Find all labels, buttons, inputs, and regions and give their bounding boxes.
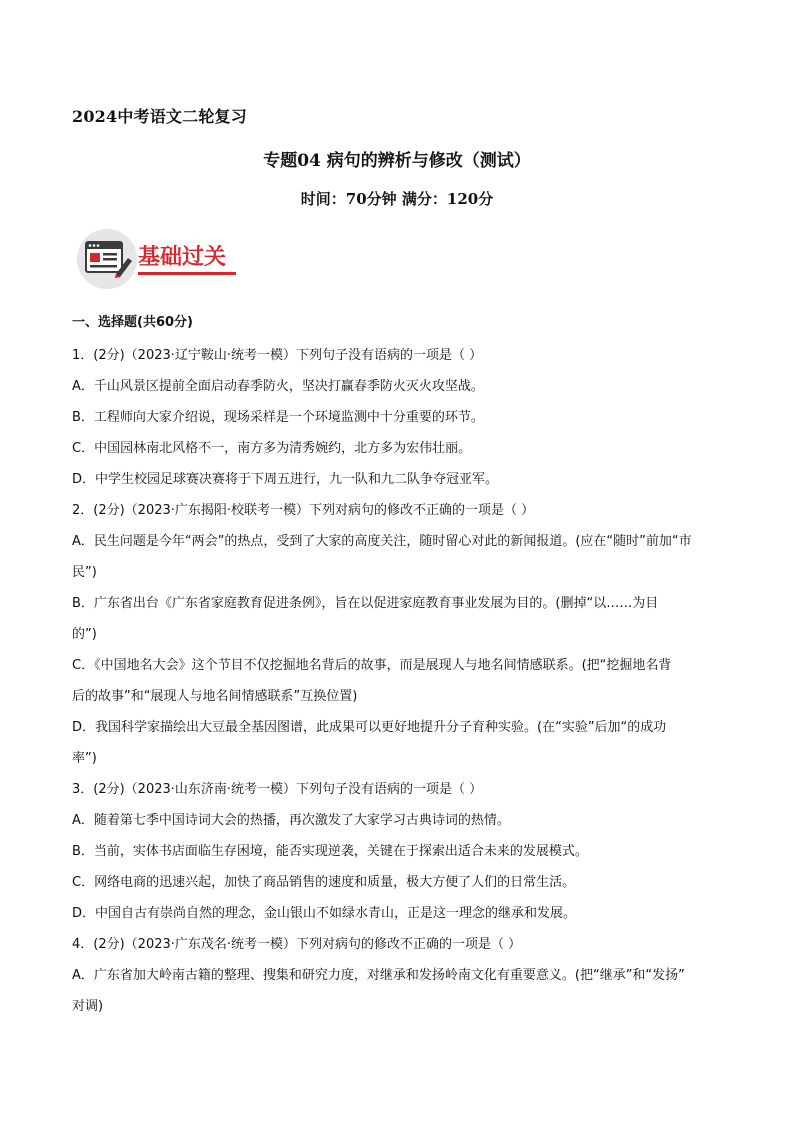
option-line: C．网络电商的迅速兴起，加快了商品销售的速度和质量，极大方便了人们的日常生活。 — [72, 875, 576, 890]
question-line: 4．(2分)（2023·广东茂名·统考一模）下列对病句的修改不正确的一项是（ ） — [72, 937, 522, 952]
option-line: 率”) — [72, 751, 97, 766]
option-line: 后的故事”和“展现人与地名间情感联系”互换位置) — [72, 689, 358, 704]
section-badge-label: 基础过关 — [138, 244, 227, 270]
question-line: 1．(2分)（2023·辽宁鞍山·统考一模）下列句子没有语病的一项是（ ） — [72, 348, 483, 363]
question-list — [72, 340, 724, 1022]
option-line: A．千山风景区提前全面启动春季防火，坚决打赢春季防火灭火攻坚战。 — [72, 379, 484, 394]
option-line: B．当前，实体书店面临生存困境，能否实现逆袭，关键在于探索出适合未来的发展模式。 — [72, 844, 588, 859]
document-edit-icon — [76, 228, 138, 290]
course-line: 2024中考语文二轮复习 — [72, 107, 247, 126]
option-line: B．广东省出台《广东省家庭教育促进条例》，旨在以促进家庭教育事业发展为目的。(删掉“以……为目 — [72, 596, 659, 611]
exam-info: 时间：70分钟 满分：120分 — [300, 190, 494, 208]
option-line: 民”) — [72, 565, 97, 580]
section-heading: 一、选择题(共60分) — [72, 315, 193, 330]
option-line: 对调) — [72, 999, 104, 1014]
option-line: C．中国园林南北风格不一，南方多为清秀婉约，北方多为宏伟壮丽。 — [72, 441, 472, 456]
option-line: D．我国科学家描绘出大豆最全基因图谱，此成果可以更好地提升分子育种实验。(在“实验”后加“的成功 — [72, 720, 667, 735]
question-line: 2．(2分)（2023·广东揭阳·校联考一模）下列对病句的修改不正确的一项是（ ） — [72, 503, 535, 518]
badge-underline — [138, 272, 236, 275]
option-line: A．广东省加大岭南古籍的整理、搜集和研究力度，对继承和发扬岭南文化有重要意义。(把“继承”和“发扬” — [72, 968, 685, 983]
option-line: A．随着第七季中国诗词大会的热播，再次激发了大家学习古典诗词的热情。 — [72, 813, 510, 828]
page-title: 专题04 病句的辨析与修改（测试） — [263, 151, 531, 171]
question-line: 3．(2分)（2023·山东济南·统考一模）下列句子没有语病的一项是（ ） — [72, 782, 483, 797]
option-line: D．中学生校园足球赛决赛将于下周五进行，九一队和九二队争夺冠亚军。 — [72, 472, 499, 487]
option-line: A．民生问题是今年“两会”的热点，受到了大家的高度关注，随时留心对此的新闻报道。(应在“随时”前加“市 — [72, 534, 692, 549]
option-line: D．中国自古有崇尚自然的理念，金山银山不如绿水青山，正是这一理念的继承和发展。 — [72, 906, 577, 921]
option-line: C．《中国地名大会》这个节目不仅挖掘地名背后的故事，而是展现人与地名间情感联系。(把“挖掘地名背 — [72, 658, 672, 673]
option-line: 的”) — [72, 627, 97, 642]
option-line: B．工程师向大家介绍说，现场采样是一个环境监测中十分重要的环节。 — [72, 410, 484, 425]
